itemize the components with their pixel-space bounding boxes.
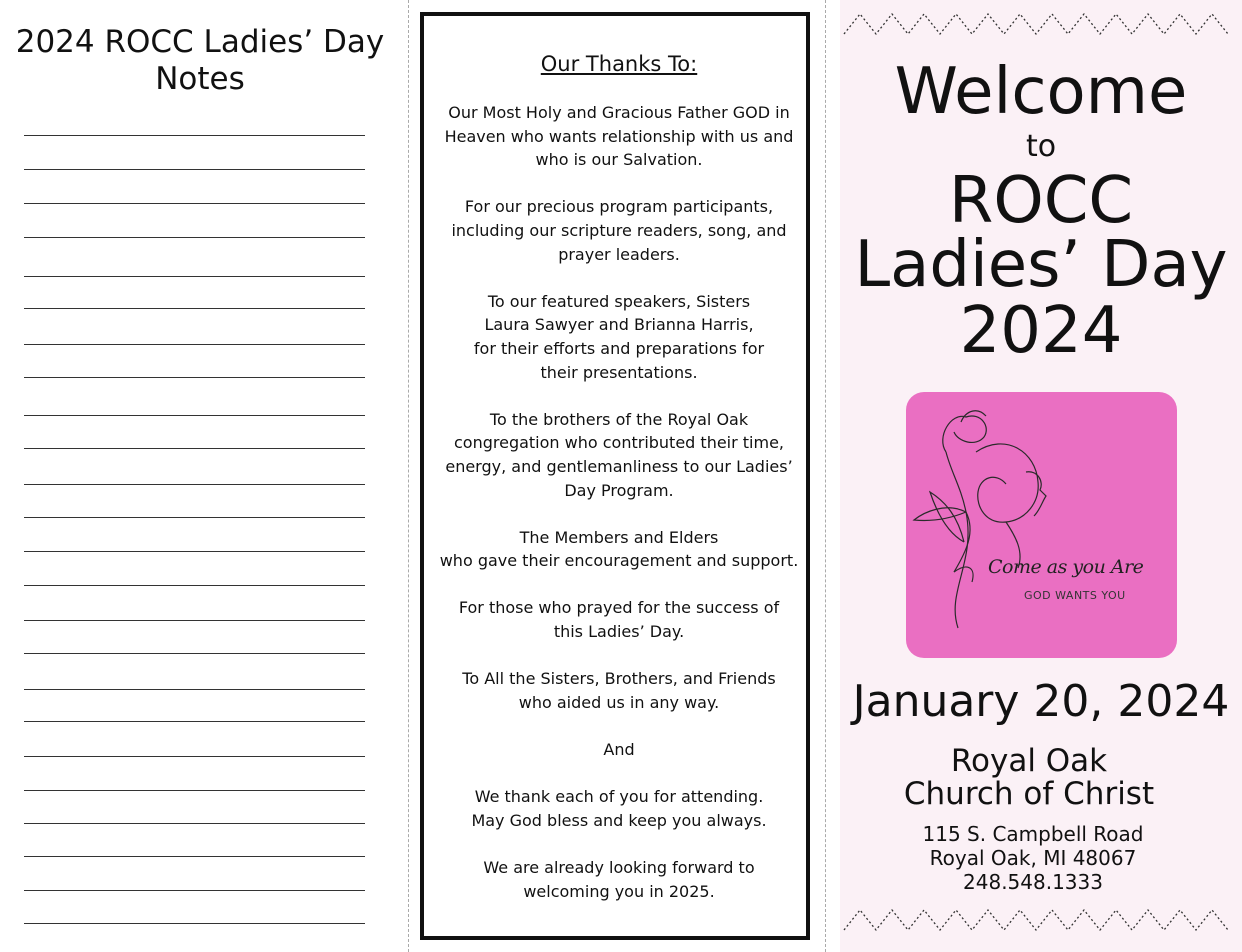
ladies-day-heading: Ladies’ Day	[854, 228, 1228, 302]
thanks-line: May God bless and keep you always.	[471, 810, 767, 830]
thanks-line: including our scripture readers, song, and	[451, 220, 787, 240]
thanks-paragraph	[424, 596, 814, 643]
thanks-line: We thank each of you for attending.	[474, 787, 764, 807]
church-name-line1: Royal Oak	[950, 743, 1108, 779]
welcome-heading: Welcome	[894, 55, 1188, 129]
note-writing-line	[24, 203, 365, 204]
thanks-line: who aided us in any way.	[518, 692, 720, 712]
note-writing-line	[24, 923, 365, 924]
thanks-line: Heaven who wants relationship with us and	[444, 126, 794, 146]
thanks-paragraph	[424, 101, 814, 172]
thanks-line: Laura Sawyer and Brianna Harris,	[484, 315, 754, 335]
logo-script-text: Come as you Are	[988, 556, 1144, 578]
thanks-line: prayer leaders.	[558, 244, 680, 264]
thanks-line: Our Most Holy and Gracious Father GOD in	[448, 103, 790, 122]
note-writing-line	[24, 415, 365, 416]
address-line1: 115 S. Campbell Road	[922, 822, 1144, 846]
thanks-line: To All the Sisters, Brothers, and Friends	[462, 669, 776, 689]
come-as-you-are-logo	[906, 392, 1177, 658]
thanks-line: welcoming you in 2025.	[523, 881, 715, 901]
cover-panel	[840, 0, 1242, 952]
thanks-line: for their efforts and preparations for	[473, 338, 765, 358]
thanks-paragraph	[424, 195, 814, 266]
note-writing-line	[24, 517, 365, 518]
note-writing-line	[24, 169, 365, 170]
thanks-line: energy, and gentlemanliness to our Ladies’	[445, 456, 793, 476]
note-writing-line	[24, 585, 365, 586]
thanks-line: To our featured speakers, Sisters	[487, 291, 751, 311]
thanks-line: who is our Salvation.	[535, 150, 703, 170]
logo-subtitle: GOD WANTS YOU	[1024, 589, 1126, 602]
thanks-paragraph	[424, 785, 814, 832]
thanks-line: The Members and Elders	[519, 527, 719, 547]
thanks-paragraph	[424, 856, 814, 903]
notes-panel	[0, 0, 408, 952]
fold-line-right	[825, 0, 826, 952]
note-writing-line	[24, 276, 365, 277]
note-writing-line	[24, 344, 365, 345]
note-writing-line	[24, 308, 365, 309]
note-writing-line	[24, 721, 365, 722]
thanks-line: To the brothers of the Royal Oak	[489, 409, 749, 429]
event-date: January 20, 2024	[852, 676, 1230, 727]
note-writing-line	[24, 135, 365, 136]
thanks-paragraph	[424, 408, 814, 502]
floral-line-art-icon	[906, 392, 1177, 658]
note-writing-line	[24, 620, 365, 621]
thanks-line: We are already looking forward to	[483, 858, 755, 877]
note-writing-line	[24, 377, 365, 378]
notes-title	[0, 24, 400, 98]
thanks-heading: Our Thanks To:	[540, 52, 698, 76]
rocc-heading: ROCC	[948, 164, 1134, 238]
note-writing-line	[24, 653, 365, 654]
note-writing-line	[24, 448, 365, 449]
bottom-zigzag-border	[840, 906, 1242, 936]
year-heading: 2024	[959, 294, 1123, 368]
note-writing-line	[24, 756, 365, 757]
thanks-panel	[409, 0, 825, 952]
note-writing-line	[24, 484, 365, 485]
notes-title-line1: 2024 ROCC Ladies’ Day	[15, 24, 385, 60]
thanks-line: who gave their encouragement and support.	[439, 551, 799, 571]
notes-title-line2: Notes	[155, 61, 245, 97]
thanks-line: For our precious program participants,	[464, 197, 774, 217]
address-line2: Royal Oak, MI 48067	[929, 846, 1137, 870]
thanks-line: And	[603, 740, 635, 760]
note-writing-line	[24, 237, 365, 238]
note-writing-line	[24, 551, 365, 552]
note-writing-line	[24, 823, 365, 824]
thanks-line: For those who prayed for the success of	[458, 598, 780, 618]
thanks-paragraph	[424, 738, 814, 762]
to-word: to	[1025, 129, 1057, 164]
thanks-line: their presentations.	[540, 362, 698, 382]
note-writing-line	[24, 890, 365, 891]
thanks-paragraph	[424, 290, 814, 384]
top-zigzag-border	[840, 10, 1242, 40]
thanks-frame	[420, 12, 810, 940]
thanks-body	[424, 101, 814, 927]
note-writing-line	[24, 790, 365, 791]
thanks-line: this Ladies’ Day.	[553, 622, 685, 642]
thanks-paragraph	[424, 667, 814, 714]
note-writing-line	[24, 856, 365, 857]
thanks-paragraph	[424, 526, 814, 573]
note-writing-line	[24, 689, 365, 690]
thanks-line: Day Program.	[564, 480, 674, 500]
phone-number: 248.548.1333	[963, 870, 1103, 894]
thanks-line: congregation who contributed their time,	[453, 433, 785, 453]
church-name-line2: Church of Christ	[903, 776, 1155, 812]
